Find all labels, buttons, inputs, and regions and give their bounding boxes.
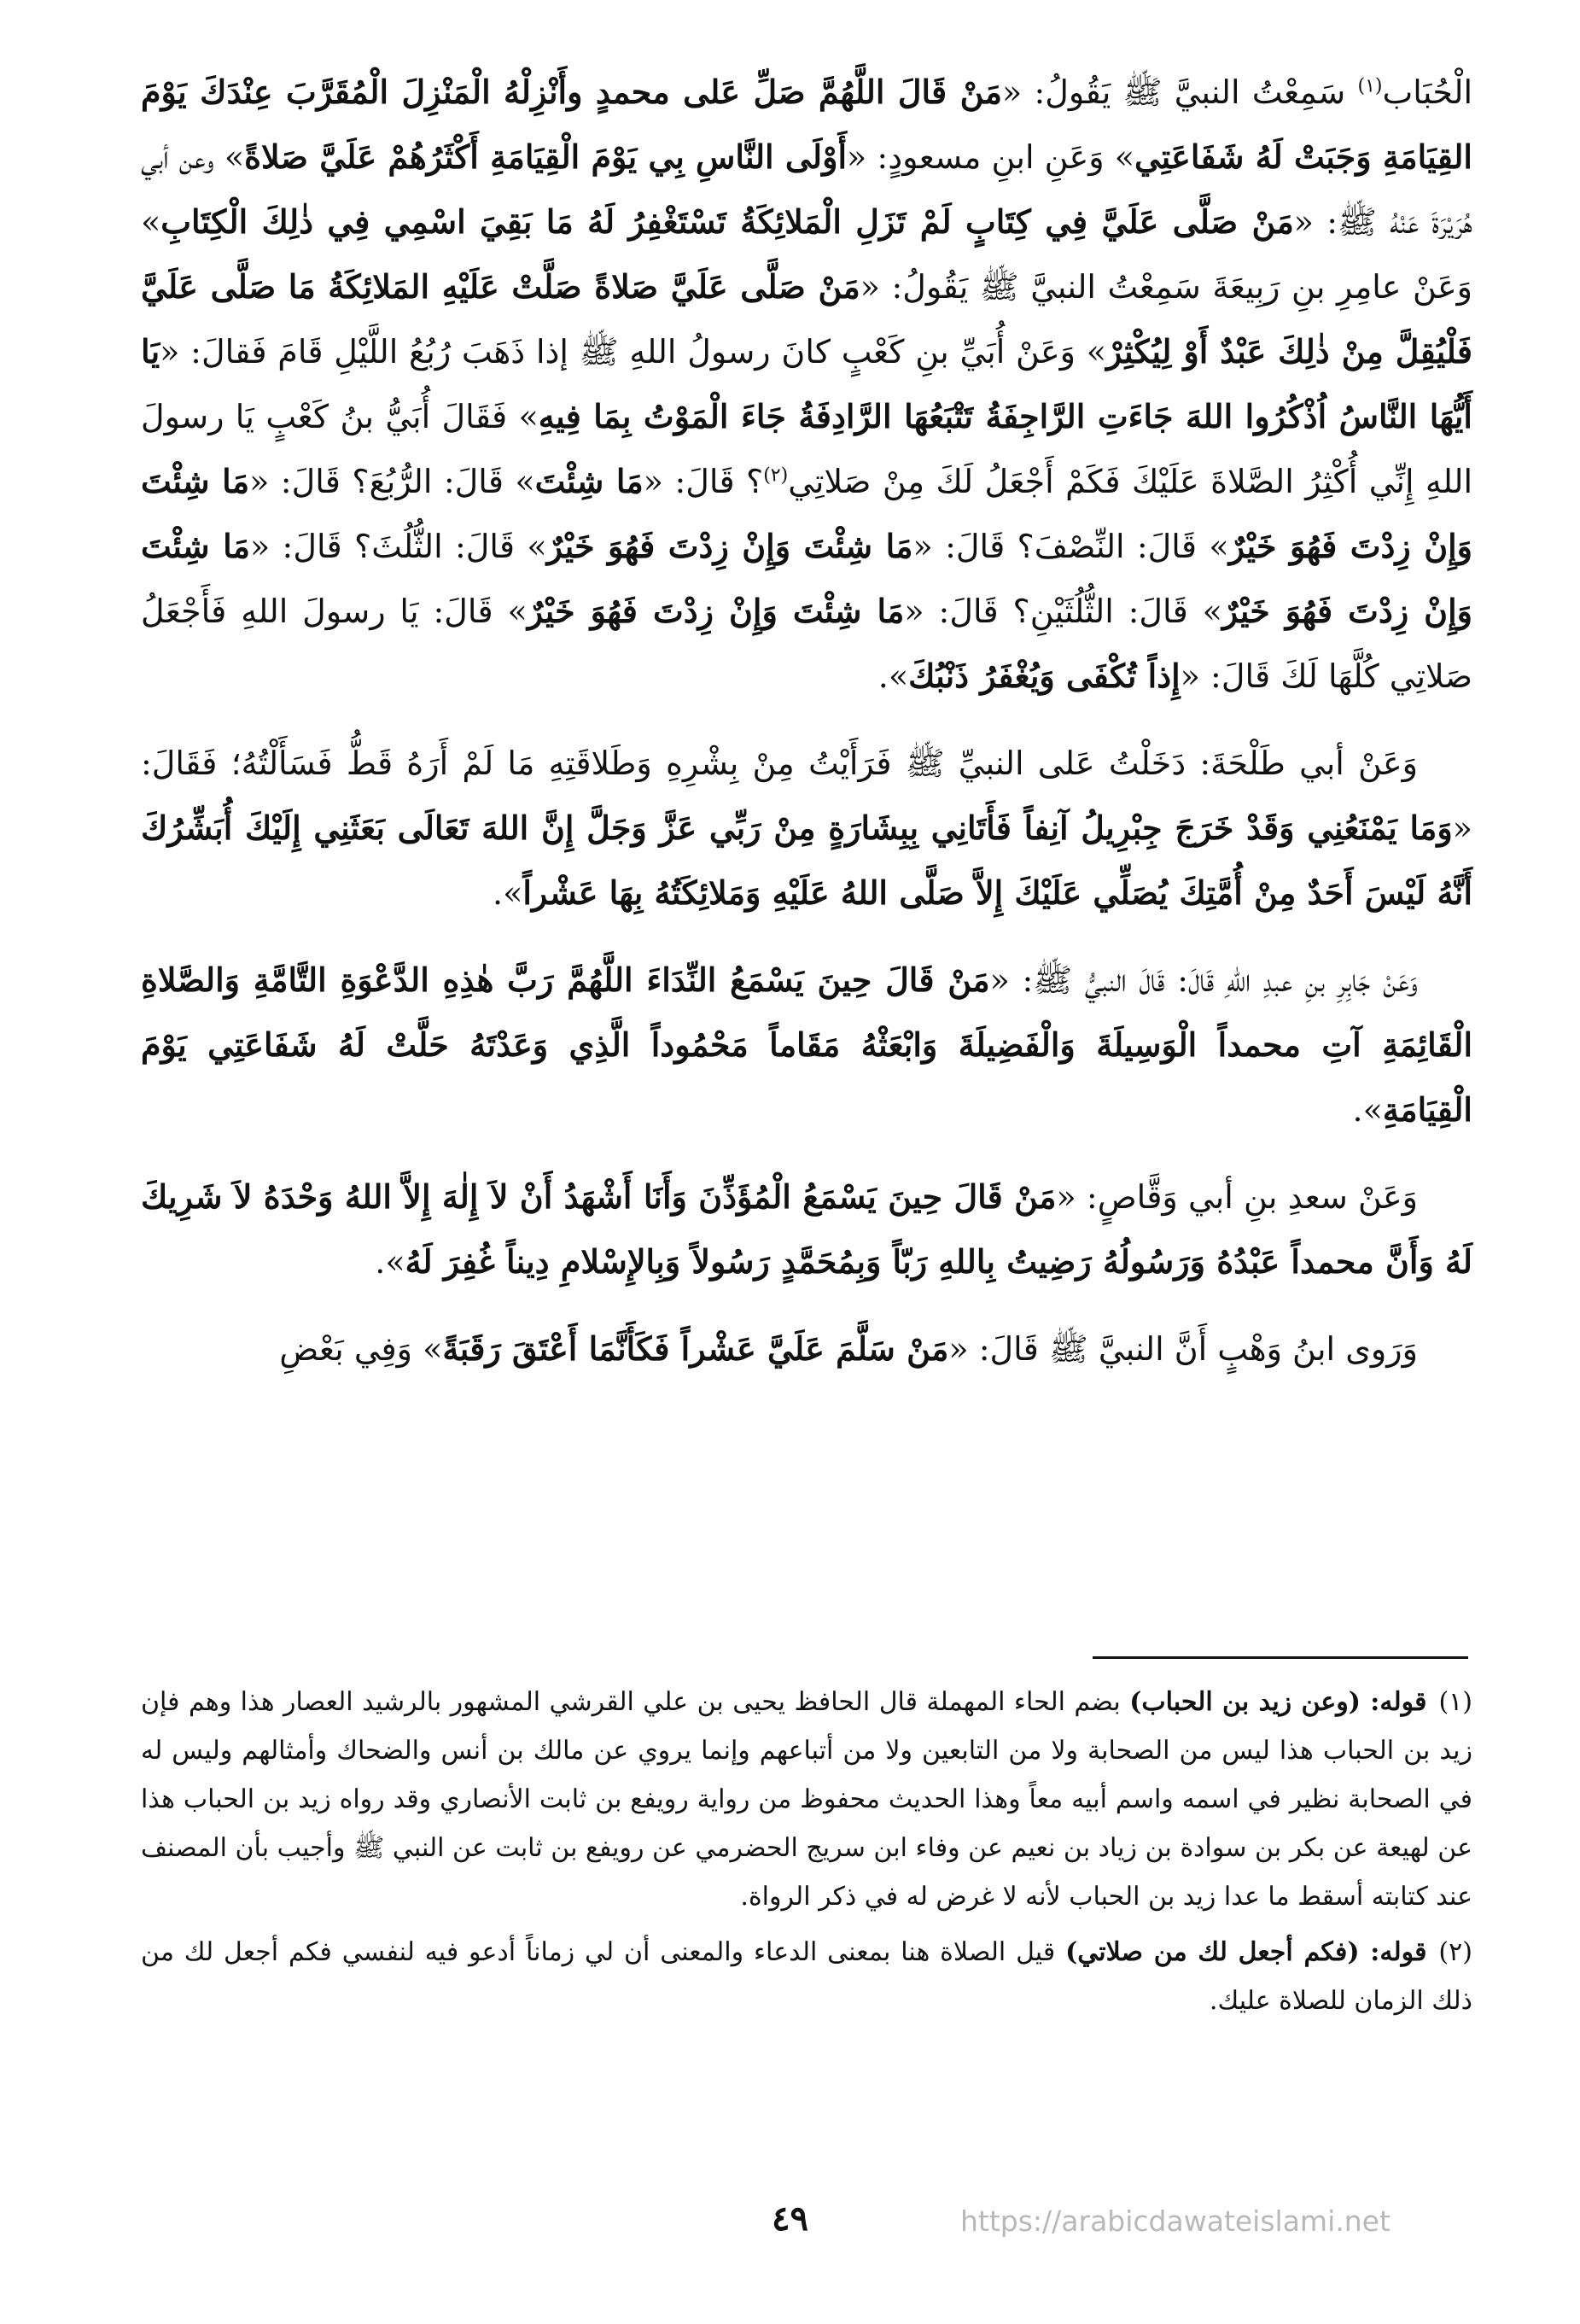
hadith-text: مَنْ صَلَّى عَلَيَّ صَلاةً صَلَّتْ عَلَيْهِ المَلائِكَةُ مَا صَلَّى عَلَيَّ فَلْيُقِلَّ مِنْ ذٰلِكَ عَبْدٌ أَوْ لِيُكْثِرْ [141, 267, 1472, 371]
paragraph [141, 731, 1472, 926]
hadith-text: مَنْ صَلَّى عَلَيَّ فِي كِتَابٍ لَمْ تَزَلِ الْمَلائِكَةُ تَسْتَغْفِرُ لَهُ مَا بَقِيَ اسْمِي فِي ذٰلِكَ الْكِتَابِ [160, 202, 1294, 241]
paragraph [141, 60, 1472, 709]
hadith-text: مَنْ سَلَّمَ عَلَيَّ عَشْراً فَكَأَنَّمَا أَعْتَقَ رَقَبَةً [442, 1329, 949, 1368]
hadith-text: قوله: (فكم أجعل لك من صلاتي) [1065, 1937, 1427, 1967]
footnote-number: (٢) [1438, 1937, 1472, 1967]
narration-text: وَعَنْ جَابِرِ بنِ عبدِ اللهِ قَالَ: قَالَ النبيُّ ﷺ: « [989, 961, 1418, 999]
hadith-text: قوله: (وعن زيد بن الحباب) [1129, 1687, 1427, 1717]
narration-text: ». [1352, 1091, 1383, 1129]
footnote-divider [1093, 1656, 1468, 1659]
hadith-text: وَمَا يَمْنَعُنِي وَقَدْ خَرَجَ جِبْرِيلُ آنِفاً فَأَتَانِي بِبِشَارَةٍ مِنْ رَبِّي عَزَّ وَجَلَّ إِنَّ اللهَ تَعَالَى بَعَثَنِي إِلَيْكَ أُبَشِّرُكَ أَنَّهُ لَيْسَ أَحَدٌ مِنْ أُمَّتِكَ يُصَلِّي عَلَيْكَ إِلاَّ صَلَّى اللهُ عَلَيْهِ وَمَلائِكَتُهُ بِهَا عَشْراً [141, 809, 1472, 912]
hadith-text: مَنْ قَالَ اللَّهُمَّ صَلِّ عَلى محمدٍ وأَنْزِلْهُ الْمَنْزِلَ الْمُقَرَّبَ عِنْدَكَ يَوْمَ القِيَامَةِ وَجَبَتْ لَهُ شَفَاعَتِي [141, 73, 1472, 176]
hadith-text: مَا شِئْتَ وَإِنْ زِدْتَ فَهُوَ خَيْرٌ [527, 592, 905, 630]
narration-text: ». [877, 657, 909, 695]
narration-text: وَعَنْ أبي طَلْحَةَ: دَخَلْتُ عَلى النبيِّ ﷺ فَرَأَيْتُ مِنْ بِشْرِهِ وَطَلاقَتِهِ مَا لَمْ أَرَهُ قَطُّ فَسَأَلْتُهُ؛ فَقَالَ: « [141, 744, 1472, 847]
hadith-text: أَوْلَى النَّاسِ بِي يَوْمَ الْقِيَامَةِ أَكْثَرُهُمْ عَلَيَّ صَلاةً [244, 137, 848, 176]
hadith-text: مَا شِئْتَ وَإِنْ زِدْتَ فَهُوَ خَيْرٌ [546, 527, 913, 565]
hadith-text: مَا شِئْتَ وَإِنْ زِدْتَ فَهُوَ خَيْرٌ [141, 527, 1472, 630]
hadith-text: مَنْ قَالَ حِينَ يَسْمَعُ النِّدَاءَ اللَّهُمَّ رَبَّ هٰذِهِ الدَّعْوَةِ التَّامَّةِ وَالصَّلاةِ الْقَائِمَةِ آتِ محمداً الْوَسِيلَةَ وَالْفَضِيلَةَ وَابْعَثْهُ مَقَاماً مَحْمُوداً الَّذِي وَعَدْتَهُ حَلَّتْ لَهُ شَفَاعَتِي يَوْمَ الْقِيَامَةِ [141, 961, 1472, 1129]
narration-text: » وَعَنِ ابنِ مسعودٍ: « [847, 138, 1134, 176]
narration-text: بضم الحاء المهملة قال الحافظ يحيى بن علي القرشي المشهور بالرشيد العصار هذا وهم فإن زيد بن الحباب هذا ليس من الصحابة ولا من التابعين ولا من أتباعهم وإنما يروي عن مالك بن أنس والضحاك وأمثالهم وليس له في الصحابة نظير في اسمه واسم أبيه معاً وهذا الحديث محفوظ من رواية رويفع بن ثابت الأنصاري وقد رواه زيد بن الحباب هذا عن لهيعة عن بكر بن سوادة بن زياد بن نعيم عن وفاء ابن سريج الحضرمي عن رويفع بن ثابت عن النبي ﷺ وأجيب بأن المصنف عند كتابته أسقط ما عدا زيد بن الحباب لأنه لا غرض له في ذكر الرواة. [141, 1687, 1472, 1912]
footnote [141, 1928, 1472, 2025]
narration-text: وَرَوى ابنُ وَهْبٍ أَنَّ النبيَّ ﷺ قَالَ: « [948, 1330, 1418, 1368]
paragraph [141, 1165, 1472, 1294]
narration-text: » وَعَنْ عامِرِ بنِ رَبِيعَةَ سَمِعْتُ النبيَّ ﷺ يَقُولُ: « [141, 203, 1473, 306]
hadith-text: يَا أَيُّهَا النَّاسُ اُذْكُرُوا اللهَ جَاءَتِ الرَّاجِفَةُ تَتْبَعُهَا الرَّادِفَةُ جَاءَ الْمَوْتُ بِمَا فِيهِ [141, 332, 1472, 435]
footnote-ref: (١) [1357, 75, 1383, 97]
narration-text: » قَالَ: النِّصْفَ؟ قَالَ: « [912, 528, 1229, 565]
watermark-url: https://arabicdawateislami.net [960, 2204, 1391, 2238]
narration-text: » قَالَ: يَا رسولَ اللهِ فَأَجْعَلُ صَلاتِي كُلَّهَا لَكَ قَالَ: « [141, 593, 1472, 695]
narration-text: قيل الصلاة هنا بمعنى الدعاء والمعنى أن لي زماناً أدعو فيه لنفسي فكم أجعل لك من ذلك الزمان للصلاة عليك. [141, 1937, 1472, 2016]
narration-text: سَمِعْتُ النبيَّ ﷺ يَقُولُ: « [1001, 73, 1358, 111]
narration-text: » قَالَ: الثُّلُثَ؟ قَالَ: « [250, 528, 547, 565]
narration-text: » وعن أبي هُرَيْرَةَ عَنْهُ ﷺ: « [141, 138, 1472, 241]
narration-text: » قَالَ: الثُّلُثَيْنِ؟ قَالَ: « [904, 593, 1222, 630]
narration-text: الْحُبَاب [1382, 73, 1472, 111]
narration-text: » قَالَ: الرُّبُعَ؟ قَالَ: « [249, 463, 535, 500]
hadith-text: مَا شِئْتَ وَإِنْ زِدْتَ فَهُوَ خَيْرٌ [141, 462, 1473, 565]
narration-text: وَعَنْ سعدِ بنِ أبي وَقَّاصٍ: « [1056, 1178, 1418, 1216]
hadith-text: إِذاً تُكْفَى وَيُغْفَرُ ذَنْبُكَ [908, 657, 1181, 695]
hadith-text: مَا شِئْتَ [534, 462, 644, 500]
paragraph [141, 1317, 1472, 1381]
footnotes [141, 1678, 1472, 2032]
narration-text: ؟ قَالَ: « [643, 463, 764, 500]
narration-text: » فَقَالَ أُبَيُّ بنُ كَعْبٍ يَا رسولَ اللهِ إِنِّي أُكْثِرُ الصَّلاةَ عَلَيْكَ فَكَمْ أَجْعَلُ لَكَ مِنْ صَلاتِي [141, 398, 1473, 500]
paragraph [141, 948, 1472, 1142]
footnote [141, 1678, 1472, 1921]
narration-text: » وَعَنْ أُبَيِّ بنِ كَعْبٍ كانَ رسولُ اللهِ ﷺ إذا ذَهَبَ رُبُعُ اللَّيْلِ قَامَ فَقالَ: « [160, 333, 1106, 371]
narration-text: » وَفِي بَعْضِ [279, 1330, 443, 1368]
hadith-text: مَنْ قَالَ حِينَ يَسْمَعُ الْمُؤَذِّنَ وَأَنَا أَشْهَدُ أَنْ لاَ إِلٰهَ إِلاَّ اللهُ وَحْدَهُ لاَ شَرِيكَ لَهُ وَأَنَّ محمداً عَبْدُهُ وَرَسُولُهُ رَضِيتُ بِاللهِ رَبّاً وَبِمُحَمَّدٍ رَسُولاً وَبِالإِسْلامِ دِيناً غُفِرَ لَهُ [141, 1177, 1472, 1281]
page-number: ٤٩ [772, 2198, 808, 2239]
footnote-ref: (٢) [763, 464, 789, 487]
footnote-number: (١) [1438, 1687, 1472, 1717]
main-text [141, 60, 1472, 1404]
narration-text: ». [375, 1243, 405, 1281]
narration-text: ». [493, 874, 523, 912]
